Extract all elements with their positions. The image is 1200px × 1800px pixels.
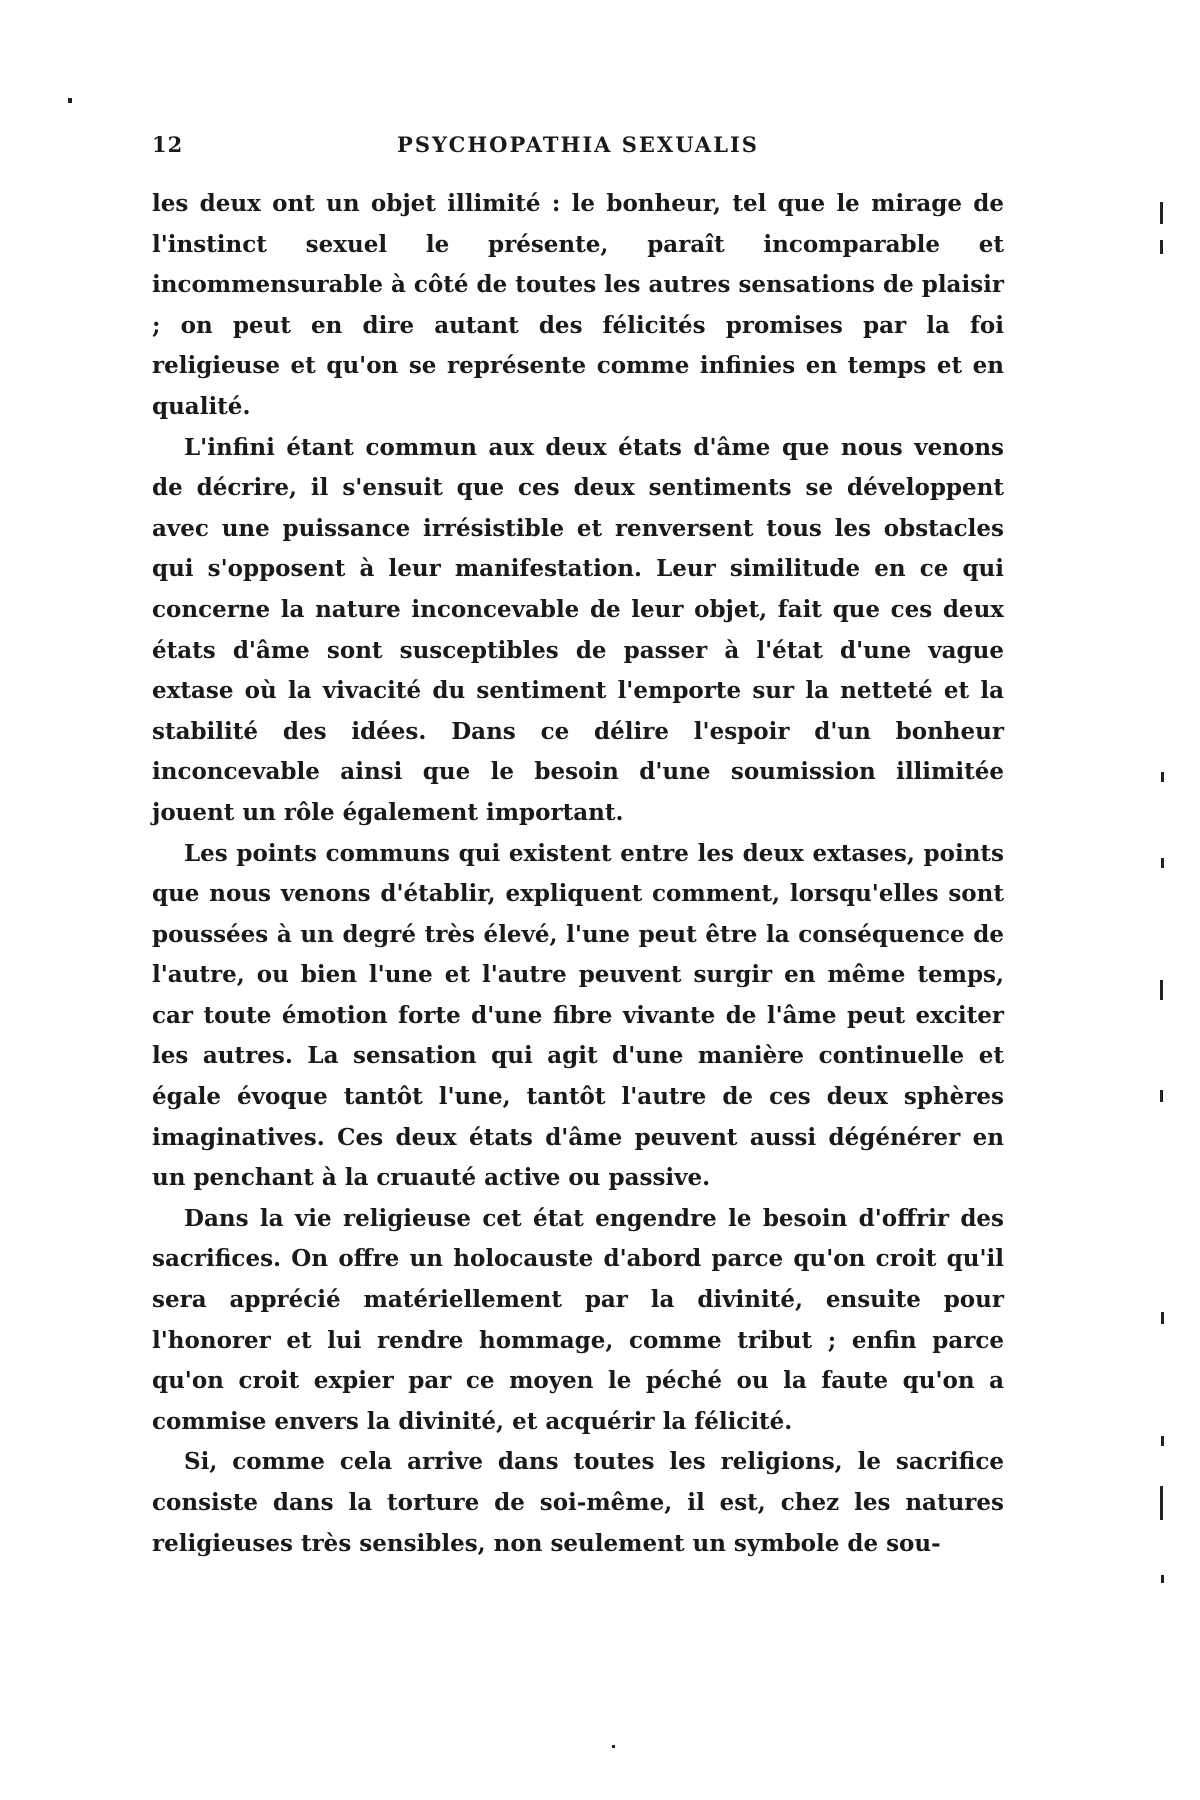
scan-speck bbox=[1160, 980, 1163, 1000]
scan-speck bbox=[1160, 202, 1163, 224]
scan-speck bbox=[1160, 1090, 1163, 1102]
scan-speck bbox=[1160, 240, 1163, 254]
scan-speck bbox=[1161, 858, 1164, 868]
paragraph: Les points communs qui existent entre les deux extases, points que nous venons d'établir, expliquent comment, lorsqu'elles sont poussées à un degré très élevé, l'une peut être la conséquence de l'autre, ou bien l'une et l'autre peuvent surgir en même temps, car toute émotion forte d'une fibre vivante de l'âme peut exciter les autres. La sensation qui agit d'une manière continuelle et égale évoque tantôt l'une, tantôt l'autre de ces deux sphères imaginatives. Ces deux états d'âme peuvent aussi dégénérer en un penchant à la cruauté active ou passive. bbox=[152, 839, 1004, 1192]
running-title: PSYCHOPATHIA SEXUALIS bbox=[397, 132, 759, 157]
scan-speck bbox=[1161, 1575, 1164, 1583]
paragraph: L'infini étant commun aux deux états d'âme que nous venons de décrire, il s'ensuit que ces deux sentiments se développent avec une puissance irrésistible et renversent tous les obstacles qui s'opposent à leur manifestation. Leur similitude en ce qui concerne la nature inconcevable de leur objet, fait que ces deux états d'âme sont susceptibles de passer à l'état d'une vague extase où la vivacité du sentiment l'emporte sur la netteté et la stabilité des idées. Dans ce délire l'espoir d'un bonheur inconcevable ainsi que le besoin d'une soumission illimitée jouent un rôle également important. bbox=[152, 433, 1004, 826]
paragraph: Si, comme cela arrive dans toutes les religions, le sacrifice consiste dans la torture de soi-même, il est, chez les natures religieuses très sensibles, non seulement un symbole de sou- bbox=[152, 1448, 1004, 1557]
scan-speck bbox=[68, 98, 72, 103]
paragraph-continuation: les deux ont un objet illimité : le bonheur, tel que le mirage de l'instinct sexuel le présente, paraît incomparable et incommensurable à côté de toutes les autres sensations de plaisir ; on peut en dire autant des félicités promises par la foi religieuse et qu'on se représente comme infinies en temps et en qualité. bbox=[152, 190, 1004, 420]
page-number: 12 bbox=[152, 132, 184, 157]
scan-speck bbox=[1160, 1486, 1163, 1520]
body-text bbox=[152, 184, 1004, 1564]
running-head bbox=[152, 132, 1004, 168]
scan-speck bbox=[1161, 1312, 1164, 1324]
scan-speck bbox=[612, 1745, 615, 1748]
scan-speck bbox=[1161, 772, 1164, 782]
scan-speck bbox=[1161, 1436, 1164, 1446]
paragraph: Dans la vie religieuse cet état engendre le besoin d'offrir des sacrifices. On offre un holocauste d'abord parce qu'on croit qu'il sera apprécié matériellement par la divinité, ensuite pour l'honorer et lui rendre hommage, comme tribut ; enfin parce qu'on croit expier par ce moyen le péché ou la faute qu'on a commise envers la divinité, et acquérir la félicité. bbox=[152, 1204, 1004, 1435]
